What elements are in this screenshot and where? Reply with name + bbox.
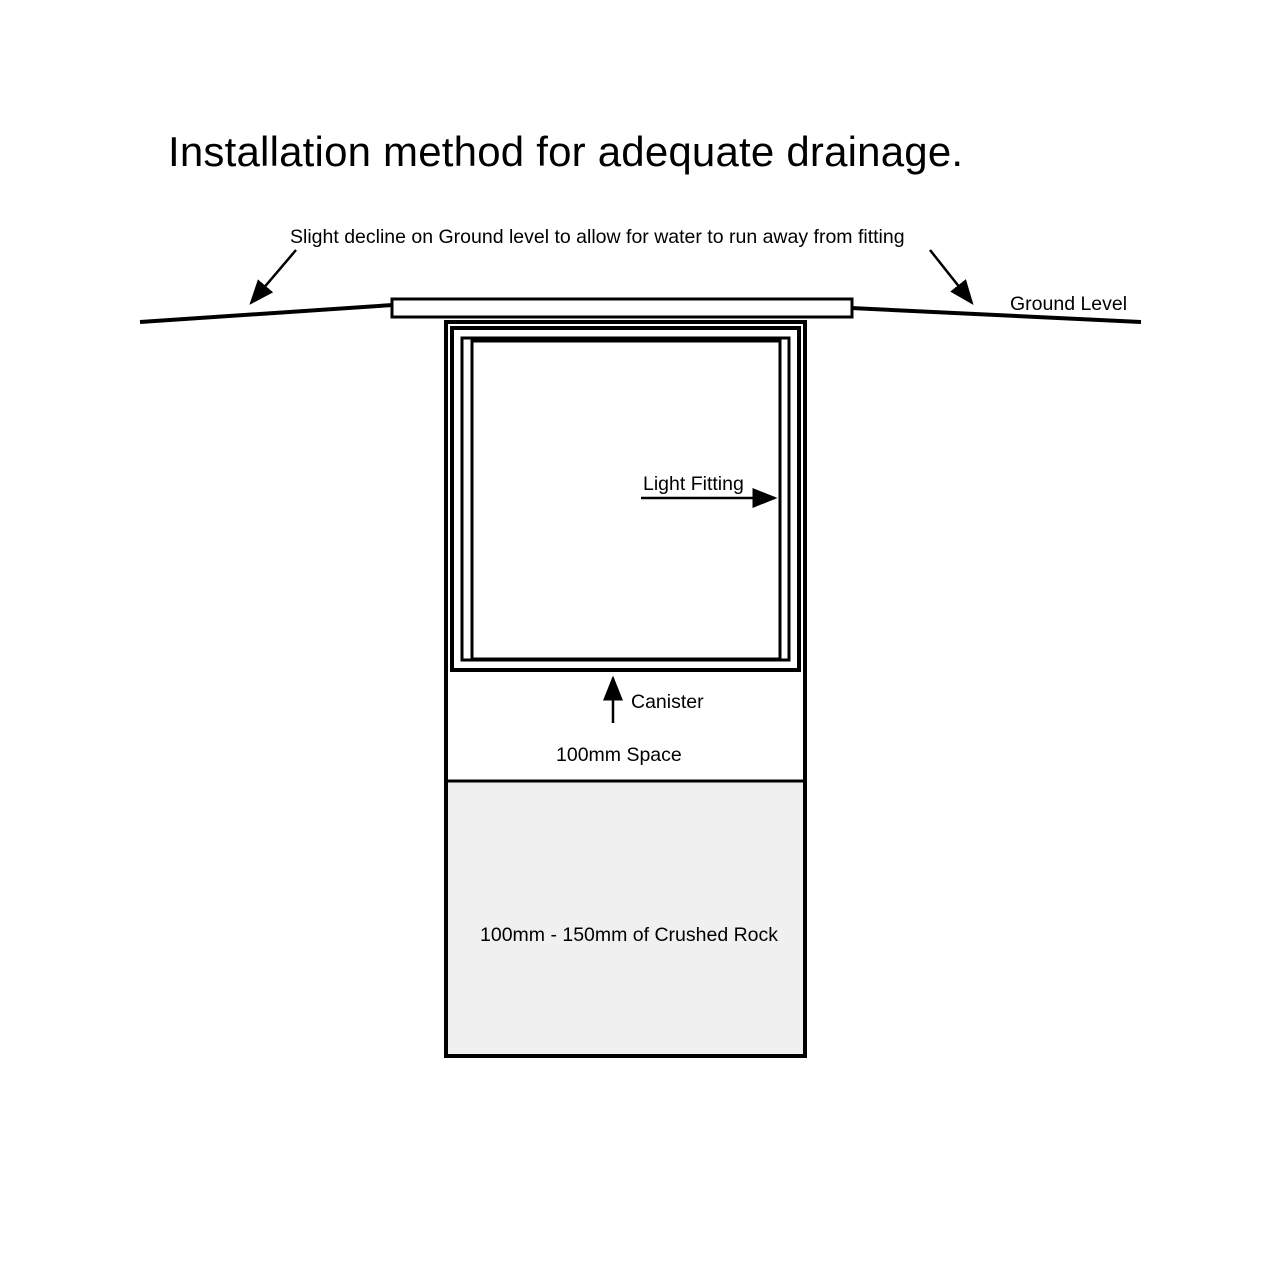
crushed-rock-zone — [446, 781, 805, 1056]
canister-label: Canister — [631, 691, 704, 713]
page-title: Installation method for adequate drainage. — [168, 128, 964, 175]
decline-arrow-left — [251, 250, 296, 303]
space-label: 100mm Space — [556, 744, 682, 766]
light-fitting-label: Light Fitting — [643, 473, 744, 495]
light-fitting-body — [472, 341, 780, 659]
top-flange — [392, 299, 852, 317]
crushed-rock-label: 100mm - 150mm of Crushed Rock — [480, 924, 779, 946]
ground-line-left — [140, 305, 393, 322]
decline-note-label: Slight decline on Ground level to allow for water to run away from fitting — [290, 226, 905, 248]
ground-level-label: Ground Level — [1010, 293, 1128, 315]
decline-arrow-right — [930, 250, 972, 303]
